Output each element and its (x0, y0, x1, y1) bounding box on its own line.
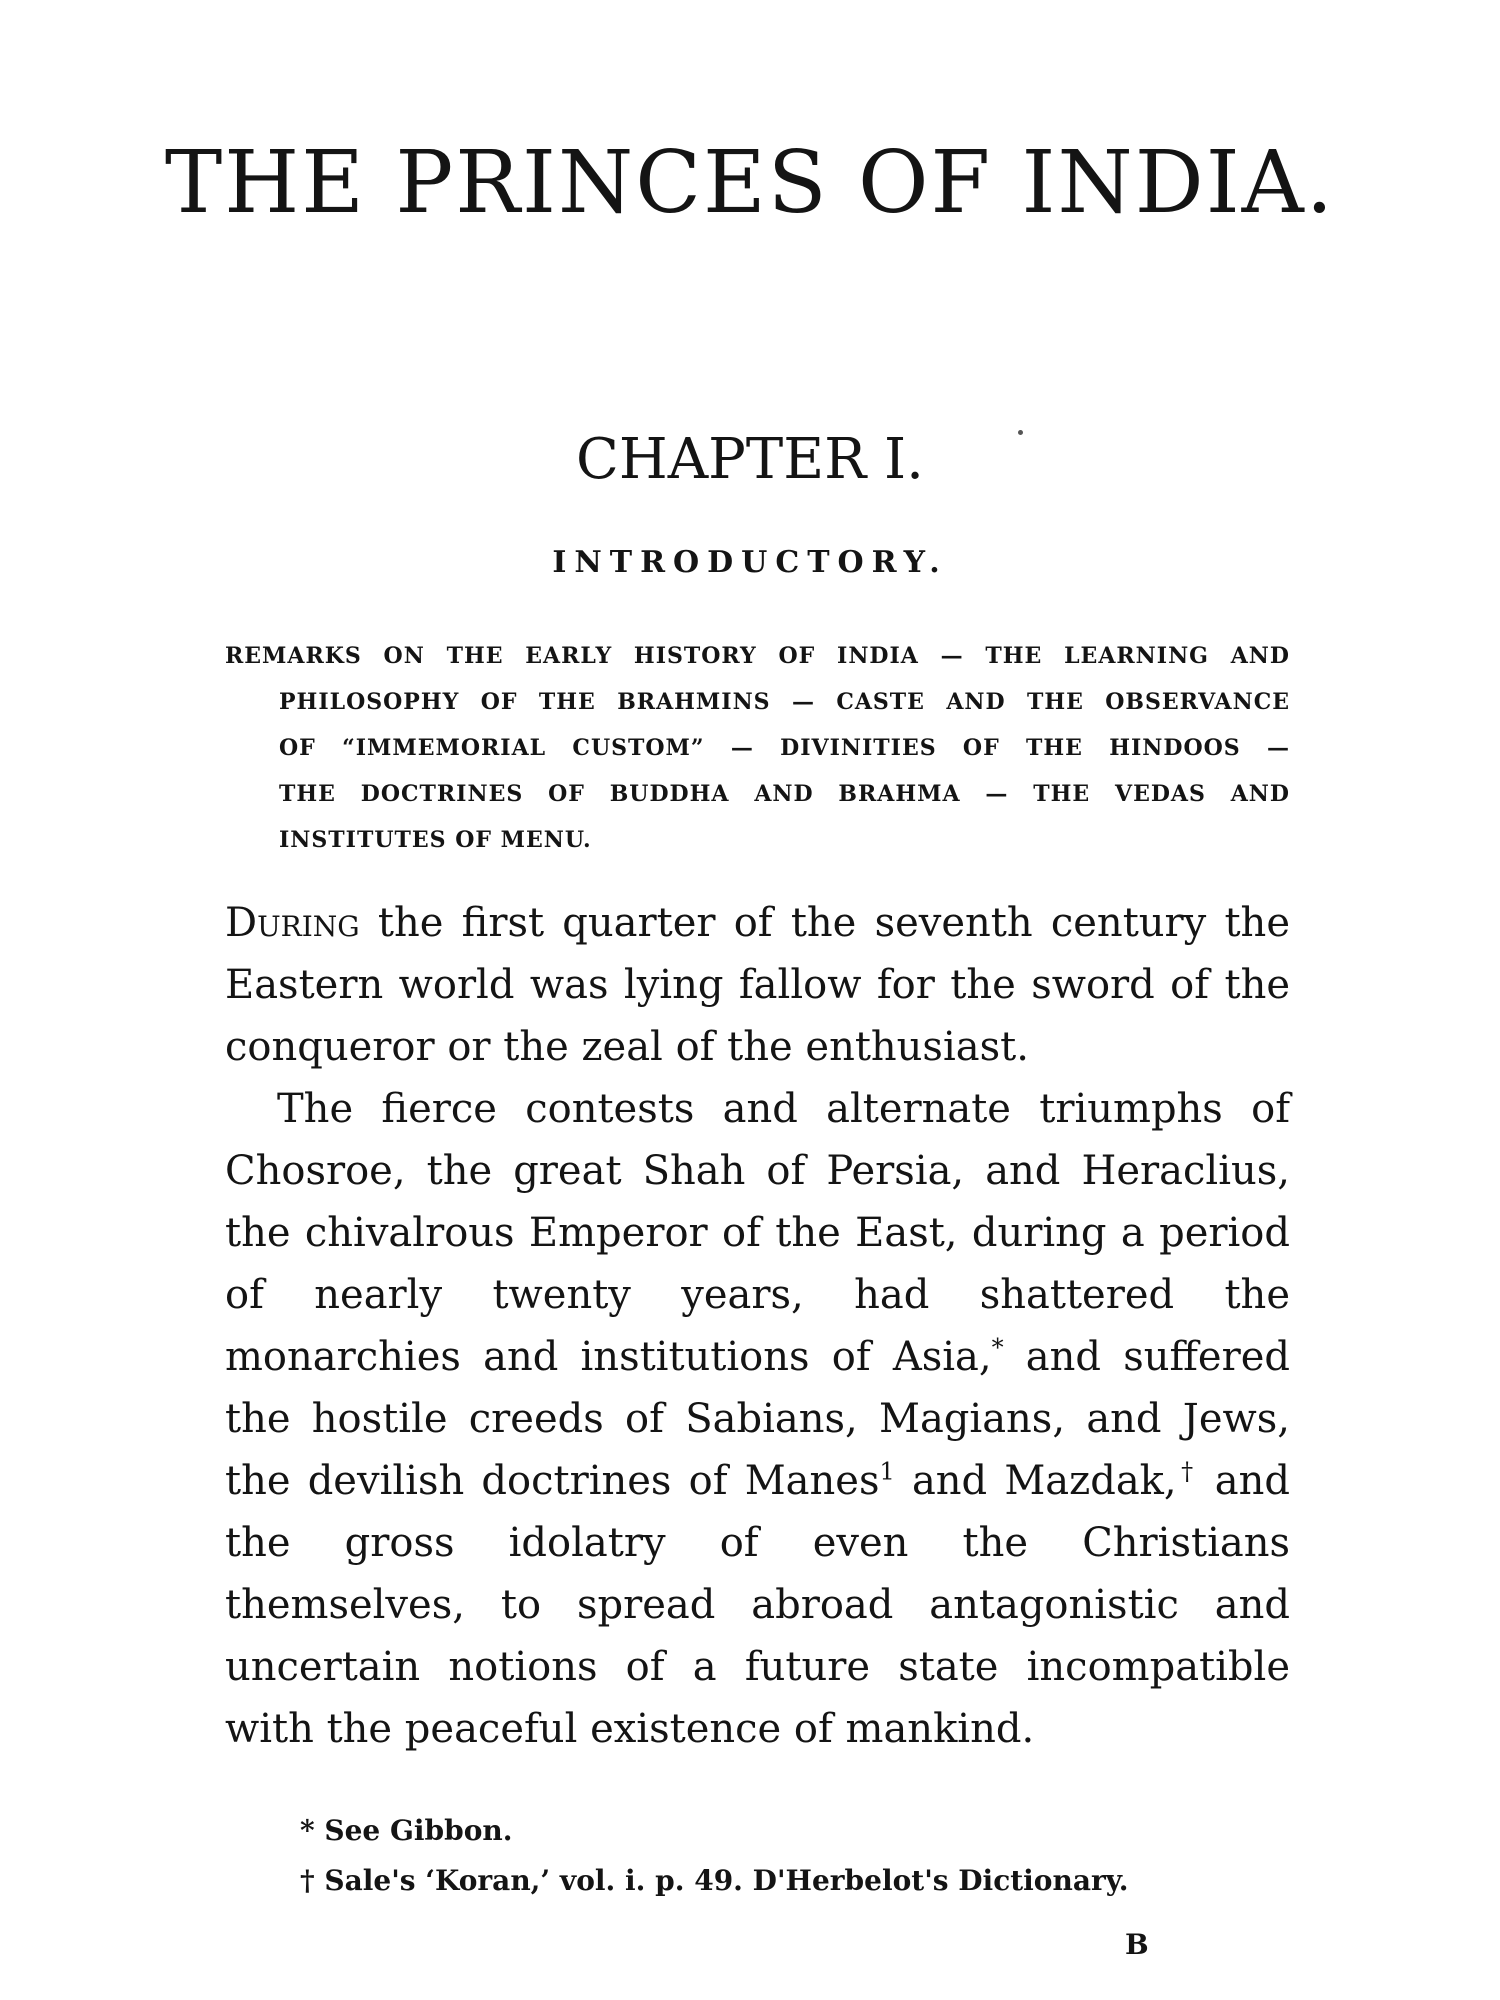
synopsis-line: INSTITUTES OF MENU. (279, 827, 592, 853)
footnote-mark-asterisk: * (991, 1333, 1004, 1362)
paragraph-text: The fierce contests and alternate triumphs of Chosroe, the great Shah of Persia, and Heraclius, the chivalrous Emperor of the East, during a period of nearly twenty years, had shattered the monarchies and institutions of Asia, (225, 1086, 1290, 1380)
book-title: THE PRINCES OF INDIA. (164, 133, 1336, 233)
body-text (225, 892, 1290, 1760)
chapter-synopsis (225, 633, 1290, 863)
synopsis-line: THE DOCTRINES OF BUDDHA AND BRAHMA — THE VEDAS AND (279, 781, 1290, 807)
synopsis-line: PHILOSOPHY OF THE BRAHMINS — CASTE AND THE OBSERVANCE (279, 689, 1290, 715)
footnote: † Sale's ‘Koran,’ vol. i. p. 49. D'Herbelot's Dictionary. (300, 1864, 1129, 1897)
paragraph-text: the first quarter of the seventh century the Eastern world was lying fallow for the sword of the conqueror or the zeal of the enthusiast. (225, 900, 1290, 1070)
paragraph-text: and Mazdak, (894, 1458, 1177, 1504)
chapter-title: CHAPTER I. (576, 427, 924, 492)
paragraph-2 (225, 1078, 1290, 1760)
ink-speck (1018, 430, 1023, 435)
opening-word: During (225, 900, 360, 946)
footnote-mark-1: 1 (879, 1457, 895, 1486)
paragraph-text: and the gross idolatry of even the Christians themselves, to spread abroad antagonistic and uncertain notions of a future state incompatible with the peaceful existence of mankind. (225, 1458, 1290, 1752)
footnotes (300, 1806, 1290, 1906)
footnote-mark-dagger: † (1176, 1457, 1198, 1486)
synopsis-line: REMARKS ON THE EARLY HISTORY OF INDIA — THE LEARNING AND (225, 643, 1290, 669)
chapter-subtitle: INTRODUCTORY. (552, 545, 948, 580)
signature-mark: B (1125, 1928, 1149, 1961)
paragraph-1 (225, 892, 1290, 1078)
footnote: * See Gibbon. (300, 1814, 513, 1847)
synopsis-line: OF “IMMEMORIAL CUSTOM” — DIVINITIES OF THE HINDOOS — (279, 735, 1290, 761)
paragraph-text: and suffered the hostile creeds of Sabians, Magians, and Jews, the devilish doctrines of Manes (225, 1334, 1291, 1504)
